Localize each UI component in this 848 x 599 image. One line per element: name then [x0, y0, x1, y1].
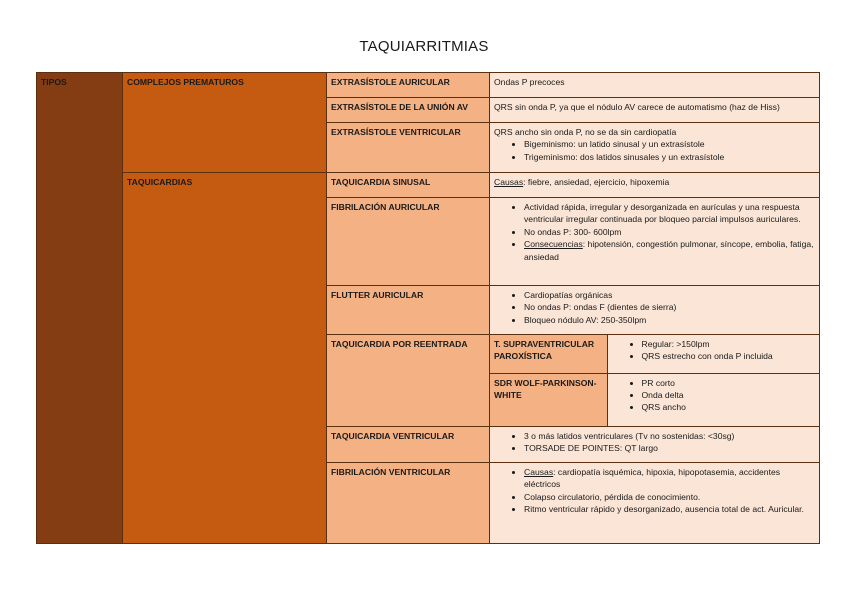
row-label-extrasistole-auricular: EXTRASÍSTOLE AURICULAR — [327, 73, 490, 98]
table-row — [37, 73, 820, 98]
row-label-extrasistole-ventricular: EXTRASÍSTOLE VENTRICULAR — [327, 123, 490, 173]
taquicardia-sinusal-text: : fiebre, ansiedad, ejercicio, hipoxemia — [523, 177, 670, 187]
table-row — [37, 173, 820, 198]
list-item — [524, 238, 815, 263]
page-title: TAQUIARRITMIAS — [359, 38, 489, 55]
taquicardia-ventricular-list — [494, 430, 815, 455]
supraventricular-list — [612, 338, 816, 363]
list-item: • Onda delta — [642, 389, 816, 401]
list-item: • Actividad rápida, irregular y desorganizada en aurículas y una respuesta ventricular irregular continuada por bloqueo parcial impulsos auriculares. — [524, 201, 815, 226]
wolf-parkinson-white-list — [612, 377, 816, 414]
row-desc-fibrilacion-auricular — [490, 198, 820, 286]
row-desc-extrasistole-union-av: QRS sin onda P, ya que el nódulo AV carece de automatismo (haz de Hiss) — [490, 98, 820, 123]
fibrilacion-auricular-list — [494, 201, 815, 263]
table-row — [490, 335, 819, 373]
flutter-auricular-list — [494, 289, 815, 326]
consecuencias-text: : hipotensión, congestión pulmonar, síncope, embolia, fatiga, ansiedad — [524, 239, 814, 262]
row-label-taquicardia-ventricular: TAQUICARDIA VENTRICULAR — [327, 427, 490, 463]
row-label-flutter-auricular: FLUTTER AURICULAR — [327, 286, 490, 335]
list-item: • No ondas P: 300- 600lpm — [524, 226, 815, 238]
row-desc-taquicardia-reentrada — [490, 335, 820, 427]
extrasistole-ventricular-text: QRS ancho sin onda P, no se da sin cardiopatía — [494, 127, 677, 137]
list-item: • Cardiopatías orgánicas — [524, 289, 815, 301]
row-label-taquicardia-sinusal: TAQUICARDIA SINUSAL — [327, 173, 490, 198]
row-desc-taquicardia-ventricular — [490, 427, 820, 463]
tipos-cell: TIPOS — [37, 73, 123, 544]
row-desc-fibrilacion-ventricular — [490, 463, 820, 544]
list-item — [524, 466, 815, 491]
subrow-desc-wolf-parkinson-white — [607, 373, 819, 426]
list-item: • Colapso circulatorio, pérdida de conocimiento. — [524, 491, 815, 503]
subrow-label-wolf-parkinson-white: SDR WOLF-PARKINSON-WHITE — [490, 373, 607, 426]
list-item: • Ritmo ventricular rápido y desorganizado, ausencia total de act. Auricular. — [524, 503, 815, 515]
list-item: • No ondas P: ondas F (dientes de sierra) — [524, 301, 815, 313]
list-item: • Bigeminismo: un latido sinusal y un extrasístole — [524, 138, 815, 150]
row-desc-extrasistole-auricular: Ondas P precoces — [490, 73, 820, 98]
list-item: • QRS ancho — [642, 401, 816, 413]
reentrada-subtable — [490, 335, 819, 426]
list-item: • TORSADE DE POINTES: QT largo — [524, 442, 815, 454]
causas-label: Causas — [494, 177, 524, 187]
group-complejos-prematuros: COMPLEJOS PREMATUROS — [123, 73, 327, 173]
row-label-fibrilacion-ventricular: FIBRILACIÓN VENTRICULAR — [327, 463, 490, 544]
row-label-taquicardia-reentrada: TAQUICARDIA POR REENTRADA — [327, 335, 490, 427]
causas-text: : cardiopatía isquémica, hipoxia, hipopotasemia, accidentes eléctricos — [524, 467, 781, 490]
fibrilacion-ventricular-list — [494, 466, 815, 516]
subrow-desc-supraventricular — [607, 335, 819, 373]
extrasistole-ventricular-list — [494, 138, 815, 163]
list-item: • Regular: >150lpm — [642, 338, 816, 350]
row-desc-extrasistole-ventricular — [490, 123, 820, 173]
list-item: • QRS estrecho con onda P incluida — [642, 350, 816, 362]
table-row — [490, 373, 819, 426]
group-taquicardias: TAQUICARDIAS — [123, 173, 327, 544]
row-label-extrasistole-union-av: EXTRASÍSTOLE DE LA UNIÓN AV — [327, 98, 490, 123]
list-item: • PR corto — [642, 377, 816, 389]
list-item: • 3 o más latidos ventriculares (Tv no sostenidas: <30sg) — [524, 430, 815, 442]
list-item: • Bloqueo nódulo AV: 250-350lpm — [524, 314, 815, 326]
row-desc-taquicardia-sinusal — [490, 173, 820, 198]
row-desc-flutter-auricular — [490, 286, 820, 335]
causas-label: Causas — [524, 467, 554, 477]
row-label-fibrilacion-auricular: FIBRILACIÓN AURICULAR — [327, 198, 490, 286]
taquiarritmias-table — [36, 72, 820, 544]
consecuencias-label: Consecuencias — [524, 239, 583, 250]
list-item: • Trigeminismo: dos latidos sinusales y un extrasístole — [524, 151, 815, 163]
subrow-label-supraventricular: T. SUPRAVENTRICULAR PAROXÍSTICA — [490, 335, 607, 373]
